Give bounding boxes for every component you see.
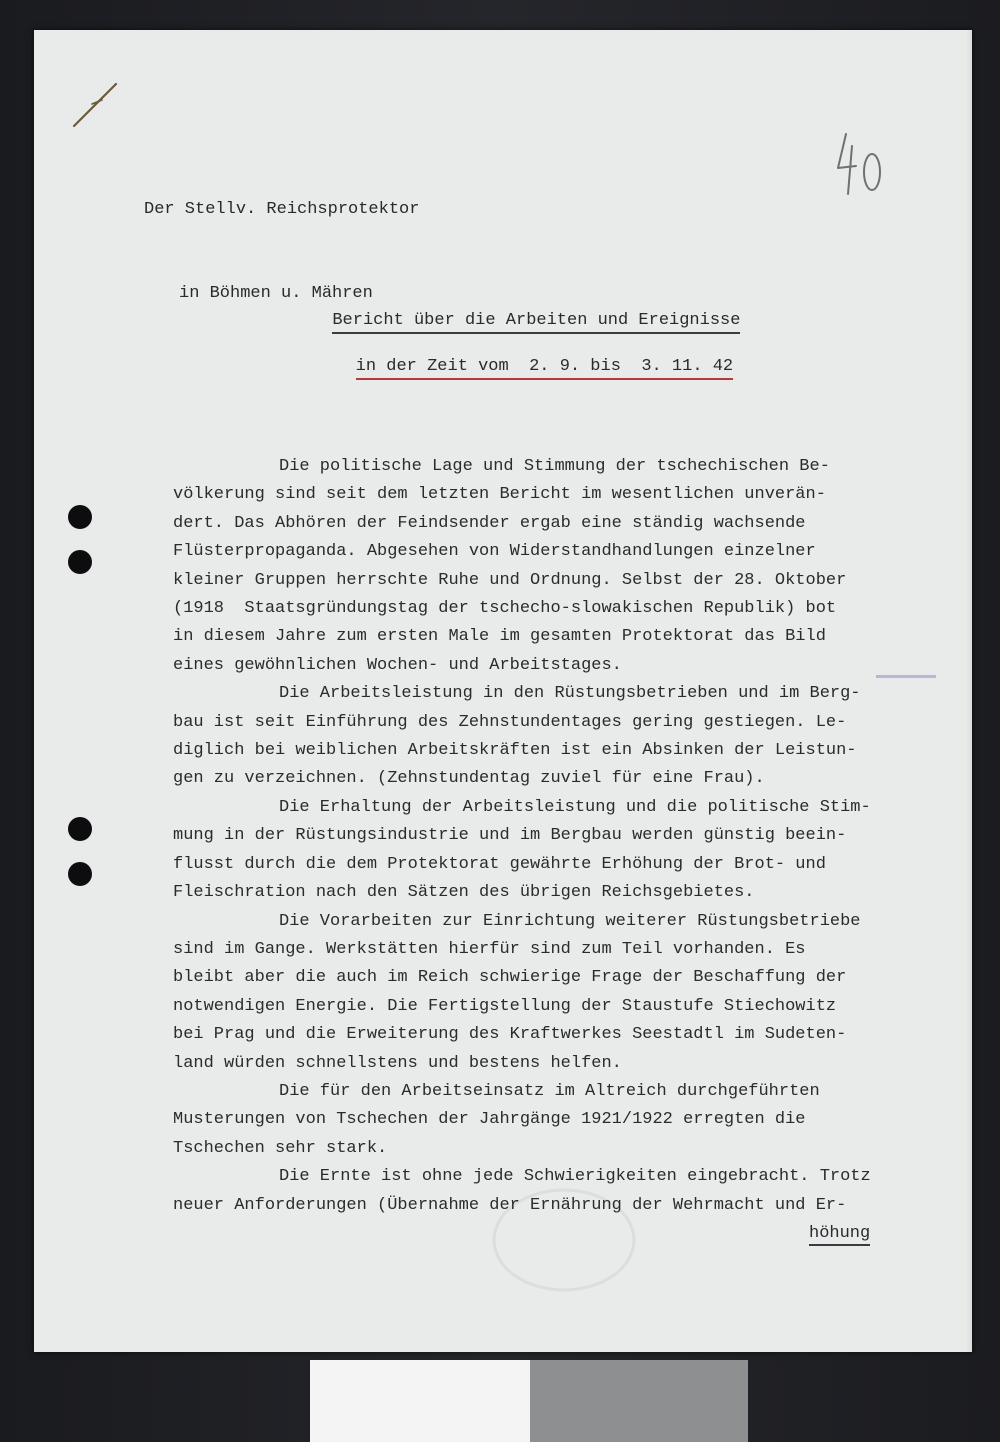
calibration-grey-patch	[530, 1360, 748, 1442]
text-line: Die Vorarbeiten zur Einrichtung weiterer Rüstungsbetriebe	[279, 911, 861, 931]
text-line: sind im Gange. Werkstätten hierfür sind zum Teil vorhanden. Es	[173, 939, 806, 959]
paragraph	[173, 680, 963, 794]
page-number-handwriting	[832, 128, 892, 198]
text-line: mung in der Rüstungsindustrie und im Bergbau werden günstig beein-	[173, 826, 847, 846]
text-line: Die Ernte ist ohne jede Schwierigkeiten eingebracht. Trotz	[279, 1167, 871, 1187]
text-line: Die Erhaltung der Arbeitsleistung und die politische Stim-	[279, 797, 871, 817]
text-line: Flüsterpropaganda. Abgesehen von Widerstandhandlungen einzelner	[173, 542, 816, 562]
text-line: (1918 Staatsgründungstag der tschecho-slowakischen Republik) bot	[173, 599, 837, 619]
scan-calibration-strip	[310, 1360, 748, 1442]
punch-hole	[68, 505, 92, 529]
paragraph	[173, 794, 963, 908]
pencil-tick-mark	[72, 82, 122, 132]
text-line: Fleischration nach den Sätzen des übrigen Reichsgebietes.	[173, 883, 755, 903]
paragraph	[173, 453, 963, 680]
text-line: kleiner Gruppen herrschte Ruhe und Ordnung. Selbst der 28. Oktober	[173, 570, 847, 590]
text-line: notwendigen Energie. Die Fertigstellung der Staustufe Stiechowitz	[173, 996, 837, 1016]
text-line: Tschechen sehr stark.	[173, 1138, 388, 1158]
text-line: Die Arbeitsleistung in den Rüstungsbetrieben und im Berg-	[279, 684, 861, 704]
calibration-white-patch	[310, 1360, 530, 1442]
handwritten-page-number	[832, 128, 892, 198]
report-title-text-2: in der Zeit vom 2. 9. bis 3. 11. 42	[356, 357, 733, 380]
text-line: gen zu verzeichnen. (Zehnstundentag zuviel für eine Frau).	[173, 769, 765, 789]
paragraph	[173, 908, 963, 1078]
paper-edge-shadow	[966, 30, 972, 1352]
text-line: Musterungen von Tschechen der Jahrgänge 1921/1922 erregten die	[173, 1110, 806, 1130]
text-line: eines gewöhnlichen Wochen- und Arbeitstages.	[173, 655, 622, 675]
faint-stamp-bleedthrough	[484, 1180, 644, 1300]
paragraph	[173, 1078, 963, 1163]
report-title-text-1: Bericht über die Arbeiten und Ereignisse	[332, 311, 740, 334]
text-line: Die für den Arbeitseinsatz im Altreich durchgeführten	[279, 1081, 820, 1101]
text-line: flusst durch die dem Protektorat gewährte Erhöhung der Brot- und	[173, 854, 826, 874]
punch-hole	[68, 817, 92, 841]
text-line: land würden schnellstens und bestens helfen.	[173, 1053, 622, 1073]
report-title-line-2	[34, 338, 972, 399]
catchword: höhung	[809, 1224, 870, 1246]
text-line: dert. Das Abhören der Feindsender ergab eine ständig wachsende	[173, 513, 806, 533]
sender-line-2: in Böhmen u. Mähren	[179, 284, 373, 303]
text-line: in diesem Jahre zum ersten Male im gesamten Protektorat das Bild	[173, 627, 826, 647]
sender-line-1: Der Stellv. Reichsprotektor	[144, 200, 420, 219]
report-body	[173, 453, 963, 1220]
text-line: völkerung sind seit dem letzten Bericht im wesentlichen unverän-	[173, 485, 826, 505]
text-line: bleibt aber die auch im Reich schwierige Frage der Beschaffung der	[173, 968, 847, 988]
text-line: bau ist seit Einführung des Zehnstundentages gering gestiegen. Le-	[173, 712, 847, 732]
text-line: bei Prag und die Erweiterung des Kraftwerkes Seestadtl im Sudeten-	[173, 1025, 847, 1045]
document-page	[34, 30, 972, 1352]
punch-hole	[68, 862, 92, 886]
punch-hole	[68, 550, 92, 574]
text-line: neuer Anforderungen (Übernahme der Ernährung der Wehrmacht und Er-	[173, 1195, 847, 1215]
text-line: Die politische Lage und Stimmung der tschechischen Be-	[279, 457, 830, 476]
text-line: diglich bei weiblichen Arbeitskräften ist ein Absinken der Leistun-	[173, 741, 857, 761]
